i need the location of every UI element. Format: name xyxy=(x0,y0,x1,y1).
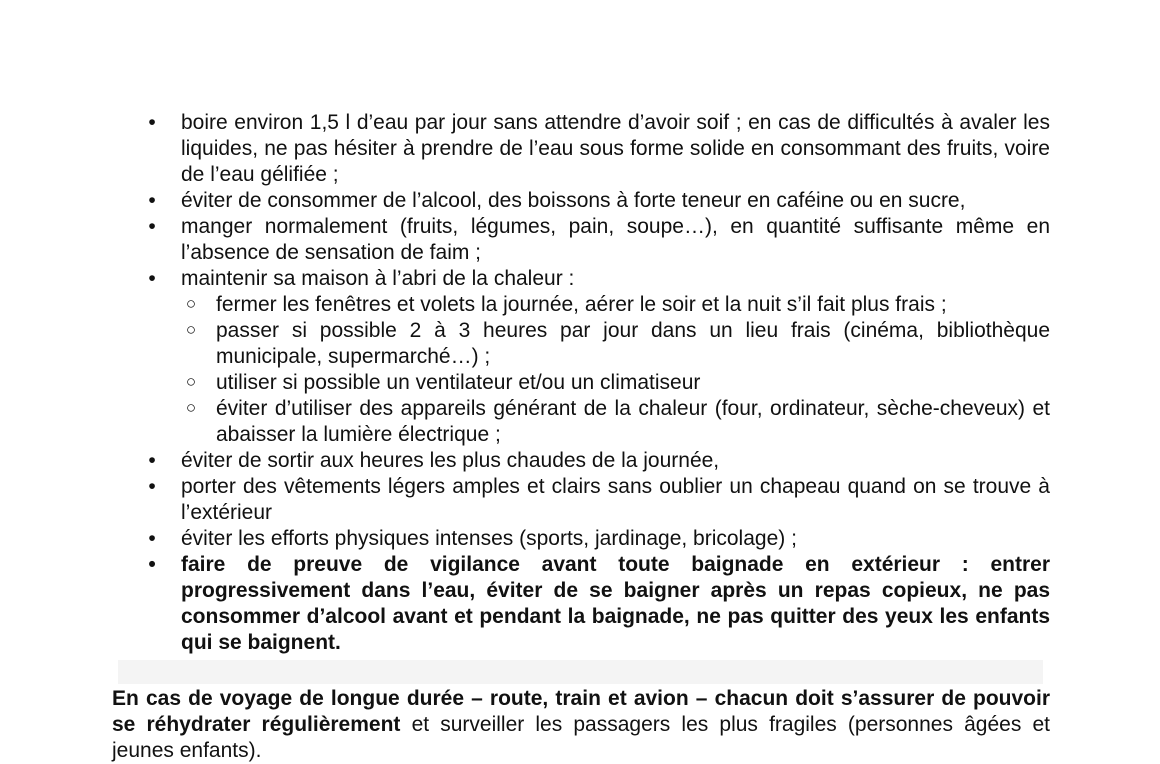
list-item xyxy=(148,526,1050,552)
list-item-text: éviter de consommer de l’alcool, des boissons à forte teneur en caféine ou en sucre, xyxy=(181,189,966,212)
sub-list-item xyxy=(185,396,1050,448)
list-item-text: porter des vêtements légers amples et clairs sans oublier un chapeau quand on se trouve à l’extérieur xyxy=(181,475,1050,524)
sub-list-item xyxy=(185,370,1050,396)
sub-list-item-text: passer si possible 2 à 3 heures par jour dans un lieu frais (cinéma, bibliothèque municipale, supermarché…) ; xyxy=(216,319,1050,368)
sub-list-item xyxy=(185,318,1050,370)
advice-list xyxy=(148,110,1050,656)
sub-list-item-text: fermer les fenêtres et volets la journée, aérer le soir et la nuit s’il fait plus frais ; xyxy=(216,293,947,316)
sub-list-item-text: utiliser si possible un ventilateur et/ou un climatiseur xyxy=(216,371,701,394)
list-item xyxy=(148,214,1050,266)
list-item xyxy=(148,474,1050,526)
circle-bullet-icon: ○ xyxy=(185,294,197,313)
bullet-icon: • xyxy=(148,215,156,238)
list-item-text: faire de preuve de vigilance avant toute baignade en extérieur : entrer progressivement dans l’eau, éviter de se baigner après un repas copieux, ne pas consommer d’alcool avant et pendant la baignade, ne pas quitter des yeux les enfants qui se baignent. xyxy=(181,553,1050,654)
home-cooling-sublist xyxy=(181,292,1050,448)
list-item xyxy=(148,188,1050,214)
shaded-divider xyxy=(118,660,1043,684)
bullet-icon: • xyxy=(148,553,156,576)
sub-list-item xyxy=(185,292,1050,318)
bullet-icon: • xyxy=(148,527,156,550)
bullet-icon: • xyxy=(148,475,156,498)
circle-bullet-icon: ○ xyxy=(185,398,197,417)
circle-bullet-icon: ○ xyxy=(185,372,197,391)
list-item-text: maintenir sa maison à l’abri de la chaleur : xyxy=(181,267,575,290)
bullet-icon: • xyxy=(148,189,156,212)
travel-paragraph-bold: En cas de voyage de longue durée – route, train et avion – chacun doit s’assurer de pouvoir se réhydrater régulièrement xyxy=(112,687,1050,736)
travel-paragraph-regular: et surveiller les passagers les plus fragiles (personnes âgées et jeunes enfants). xyxy=(112,713,1050,762)
bullet-icon: • xyxy=(148,267,156,290)
list-item-bathing-warning xyxy=(148,552,1050,656)
list-item xyxy=(148,110,1050,188)
list-item-text: boire environ 1,5 l d’eau par jour sans attendre d’avoir soif ; en cas de difficultés à avaler les liquides, ne pas hésiter à prendre de l’eau sous forme solide en consommant des fruits, voire de l’eau gélifiée ; xyxy=(181,111,1050,186)
circle-bullet-icon: ○ xyxy=(185,320,197,339)
bullet-icon: • xyxy=(148,449,156,472)
bullet-icon: • xyxy=(148,111,156,134)
list-item-text: éviter de sortir aux heures les plus chaudes de la journée, xyxy=(181,449,720,472)
travel-paragraph xyxy=(112,686,1050,764)
list-item xyxy=(148,266,1050,448)
list-item-text: manger normalement (fruits, légumes, pain, soupe…), en quantité suffisante même en l’absence de sensation de faim ; xyxy=(181,215,1050,264)
sub-list-item-text: éviter d’utiliser des appareils générant de la chaleur (four, ordinateur, sèche-cheveux) et abaisser la lumière électrique ; xyxy=(216,397,1050,446)
list-item-text: éviter les efforts physiques intenses (sports, jardinage, bricolage) ; xyxy=(181,527,797,550)
list-item xyxy=(148,448,1050,474)
